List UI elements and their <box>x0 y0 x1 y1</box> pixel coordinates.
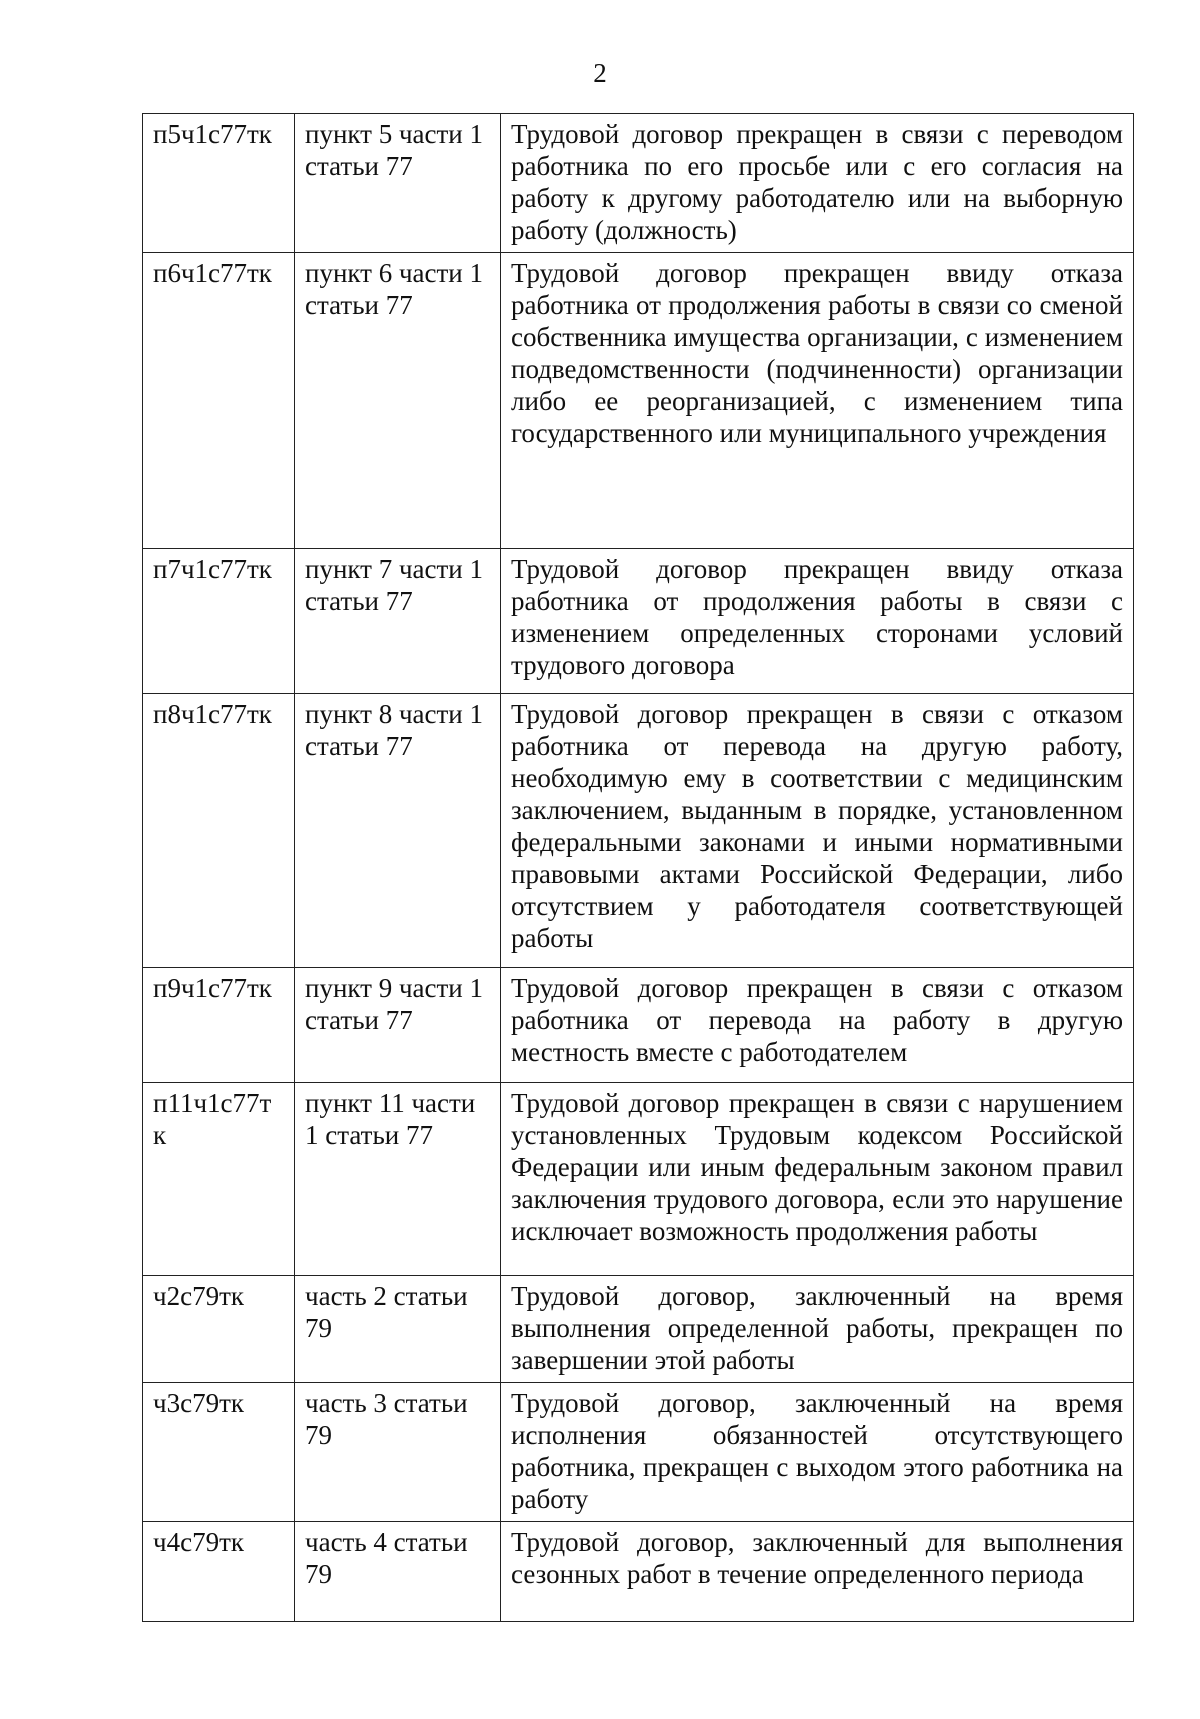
table-row <box>143 1276 1134 1383</box>
description-cell: Трудовой договор прекращен ввиду отказа работника от продолжения работы в связи со сменой собственника имущества организации, с изменением подведомственности (подчиненности) организации либо ее реорганизацией, с изменением типа государственного или муниципального учреждения <box>501 253 1134 549</box>
code-cell: п8ч1с77тк <box>143 694 295 968</box>
description-cell: Трудовой договор прекращен в связи с отказом работника от перевода на работу в другую местность вместе с работодателем <box>501 968 1134 1083</box>
dismissal-codes-table <box>142 113 1134 1622</box>
table-row <box>143 253 1134 549</box>
description-cell: Трудовой договор прекращен в связи с нарушением установленных Трудовым кодексом Российской Федерации или иным федеральным законом правил заключения трудового договора, если это нарушение исключает возможность продолжения работы <box>501 1083 1134 1276</box>
table-row <box>143 114 1134 253</box>
code-cell: ч4с79тк <box>143 1522 295 1622</box>
reference-cell: пункт 7 части 1 статьи 77 <box>295 549 501 694</box>
table-row <box>143 1083 1134 1276</box>
table-row <box>143 968 1134 1083</box>
description-cell: Трудовой договор, заключенный на время выполнения определенной работы, прекращен по завершении этой работы <box>501 1276 1134 1383</box>
code-cell: ч2с79тк <box>143 1276 295 1383</box>
description-cell: Трудовой договор прекращен в связи с отказом работника от перевода на другую работу, необходимую ему в соответствии с медицинским заключением, выданным в порядке, установленном федеральными законами и иными нормативными правовыми актами Российской Федерации, либо отсутствием у работодателя соответствующей работы <box>501 694 1134 968</box>
reference-cell: пункт 5 части 1 статьи 77 <box>295 114 501 253</box>
reference-cell: часть 3 статьи 79 <box>295 1383 501 1522</box>
description-cell: Трудовой договор прекращен в связи с переводом работника по его просьбе или с его согласия на работу к другому работодателю или на выборную работу (должность) <box>501 114 1134 253</box>
code-cell: п9ч1с77тк <box>143 968 295 1083</box>
table-row <box>143 1383 1134 1522</box>
reference-cell: пункт 11 части 1 статьи 77 <box>295 1083 501 1276</box>
reference-cell: пункт 9 части 1 статьи 77 <box>295 968 501 1083</box>
reference-cell: часть 4 статьи 79 <box>295 1522 501 1622</box>
code-cell: п7ч1с77тк <box>143 549 295 694</box>
reference-cell: пункт 6 части 1 статьи 77 <box>295 253 501 549</box>
code-cell: ч3с79тк <box>143 1383 295 1522</box>
table-row <box>143 694 1134 968</box>
description-cell: Трудовой договор, заключенный для выполнения сезонных работ в течение определенного периода <box>501 1522 1134 1622</box>
table-row <box>143 549 1134 694</box>
code-cell: п6ч1с77тк <box>143 253 295 549</box>
code-cell: п11ч1с77тк <box>143 1083 295 1276</box>
reference-cell: пункт 8 части 1 статьи 77 <box>295 694 501 968</box>
reference-cell: часть 2 статьи 79 <box>295 1276 501 1383</box>
description-cell: Трудовой договор, заключенный на время исполнения обязанностей отсутствующего работника, прекращен с выходом этого работника на работу <box>501 1383 1134 1522</box>
table-row <box>143 1522 1134 1622</box>
description-cell: Трудовой договор прекращен ввиду отказа работника от продолжения работы в связи с изменением определенных сторонами условий трудового договора <box>501 549 1134 694</box>
code-cell: п5ч1с77тк <box>143 114 295 253</box>
page-number: 2 <box>593 58 607 88</box>
